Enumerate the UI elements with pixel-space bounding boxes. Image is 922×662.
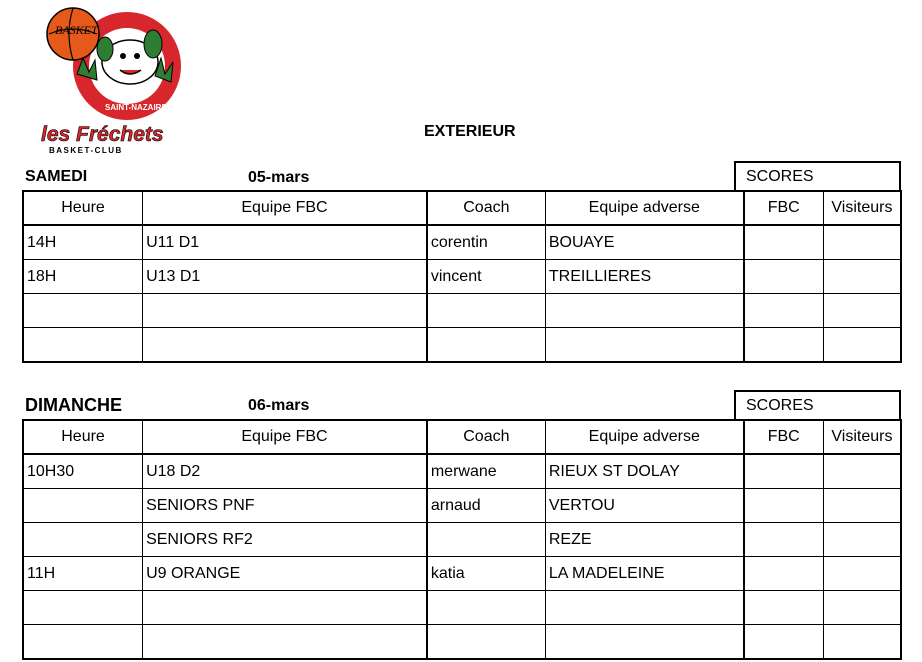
cell-coach (427, 523, 546, 557)
cell-heure (23, 625, 143, 660)
table-row (23, 625, 901, 660)
cell-equipe (143, 328, 427, 363)
cell-heure (23, 489, 143, 523)
cell-adverse: REZE (545, 523, 743, 557)
cell-heure: 10H30 (23, 454, 143, 489)
col-header-fbc: FBC (744, 191, 824, 225)
cell-equipe: SENIORS PNF (143, 489, 427, 523)
logo-sub-text: BASKET-CLUB (49, 146, 123, 154)
table-row (23, 557, 901, 591)
table-row (23, 591, 901, 625)
cell-score-visiteurs (823, 557, 901, 591)
cell-coach: katia (427, 557, 546, 591)
cell-score-fbc (744, 225, 824, 260)
cell-heure: 18H (23, 260, 143, 294)
cell-adverse (545, 591, 743, 625)
cell-score-visiteurs (823, 523, 901, 557)
col-header-fbc: FBC (744, 420, 824, 454)
day-label-sunday: DIMANCHE (25, 395, 122, 415)
table-row (23, 454, 901, 489)
cell-score-visiteurs (823, 225, 901, 260)
cell-equipe: U13 D1 (143, 260, 427, 294)
cell-heure (23, 294, 143, 328)
cell-coach: merwane (427, 454, 546, 489)
cell-score-visiteurs (823, 591, 901, 625)
schedule-table-sunday (22, 419, 902, 660)
cell-adverse: LA MADELEINE (545, 557, 743, 591)
cell-adverse (545, 328, 743, 363)
table-row (23, 328, 901, 363)
cell-adverse (545, 294, 743, 328)
table-header-row (23, 191, 901, 225)
cell-score-fbc (744, 625, 824, 660)
cell-score-fbc (744, 489, 824, 523)
col-header-visiteurs: Visiteurs (823, 420, 901, 454)
cell-score-visiteurs (823, 260, 901, 294)
cell-coach: arnaud (427, 489, 546, 523)
cell-score-fbc (744, 260, 824, 294)
col-header-equipe: Equipe FBC (143, 420, 427, 454)
cell-coach (427, 591, 546, 625)
table-row (23, 294, 901, 328)
col-header-adverse: Equipe adverse (545, 191, 743, 225)
club-logo-graphic (35, 4, 207, 154)
day-label-saturday: SAMEDI (25, 168, 88, 185)
logo-city-text: SAINT-NAZAIRE (105, 103, 167, 112)
cell-heure (23, 328, 143, 363)
cell-coach (427, 625, 546, 660)
cell-coach (427, 294, 546, 328)
col-header-coach: Coach (427, 191, 546, 225)
cell-coach: vincent (427, 260, 546, 294)
col-header-equipe: Equipe FBC (143, 191, 427, 225)
col-header-adverse: Equipe adverse (545, 420, 743, 454)
cell-score-fbc (744, 557, 824, 591)
table-row (23, 225, 901, 260)
cell-score-fbc (744, 454, 824, 489)
cell-score-fbc (744, 591, 824, 625)
table-row (23, 523, 901, 557)
cell-adverse: TREILLIERES (545, 260, 743, 294)
col-header-coach: Coach (427, 420, 546, 454)
cell-adverse: VERTOU (545, 489, 743, 523)
cell-score-visiteurs (823, 625, 901, 660)
cell-coach (427, 328, 546, 363)
cell-equipe (143, 625, 427, 660)
logo-basket-text: BASKET (55, 23, 98, 37)
table-row (23, 260, 901, 294)
cell-equipe (143, 591, 427, 625)
cell-heure (23, 523, 143, 557)
date-label-sunday: 06-mars (248, 397, 310, 414)
cell-heure (23, 591, 143, 625)
cell-heure: 14H (23, 225, 143, 260)
cell-score-visiteurs (823, 454, 901, 489)
cell-score-fbc (744, 523, 824, 557)
table-header-row (23, 420, 901, 454)
cell-coach: corentin (427, 225, 546, 260)
schedule-table-saturday (22, 190, 902, 363)
col-header-heure: Heure (23, 420, 143, 454)
date-label-saturday: 05-mars (248, 169, 310, 186)
cell-score-visiteurs (823, 294, 901, 328)
scores-header-sunday: SCORES (734, 390, 901, 420)
club-logo (35, 4, 207, 154)
col-header-visiteurs: Visiteurs (823, 191, 901, 225)
cell-score-visiteurs (823, 489, 901, 523)
table-row (23, 489, 901, 523)
cell-heure: 11H (23, 557, 143, 591)
cell-adverse: BOUAYE (545, 225, 743, 260)
cell-adverse: RIEUX ST DOLAY (545, 454, 743, 489)
cell-equipe (143, 294, 427, 328)
cell-score-visiteurs (823, 328, 901, 363)
page-title: EXTERIEUR (424, 123, 516, 140)
cell-score-fbc (744, 294, 824, 328)
cell-equipe: SENIORS RF2 (143, 523, 427, 557)
cell-equipe: U18 D2 (143, 454, 427, 489)
cell-equipe: U11 D1 (143, 225, 427, 260)
cell-score-fbc (744, 328, 824, 363)
scores-header-saturday: SCORES (734, 161, 901, 191)
cell-equipe: U9 ORANGE (143, 557, 427, 591)
cell-adverse (545, 625, 743, 660)
col-header-heure: Heure (23, 191, 143, 225)
logo-name-text: les Fréchets (41, 123, 164, 146)
